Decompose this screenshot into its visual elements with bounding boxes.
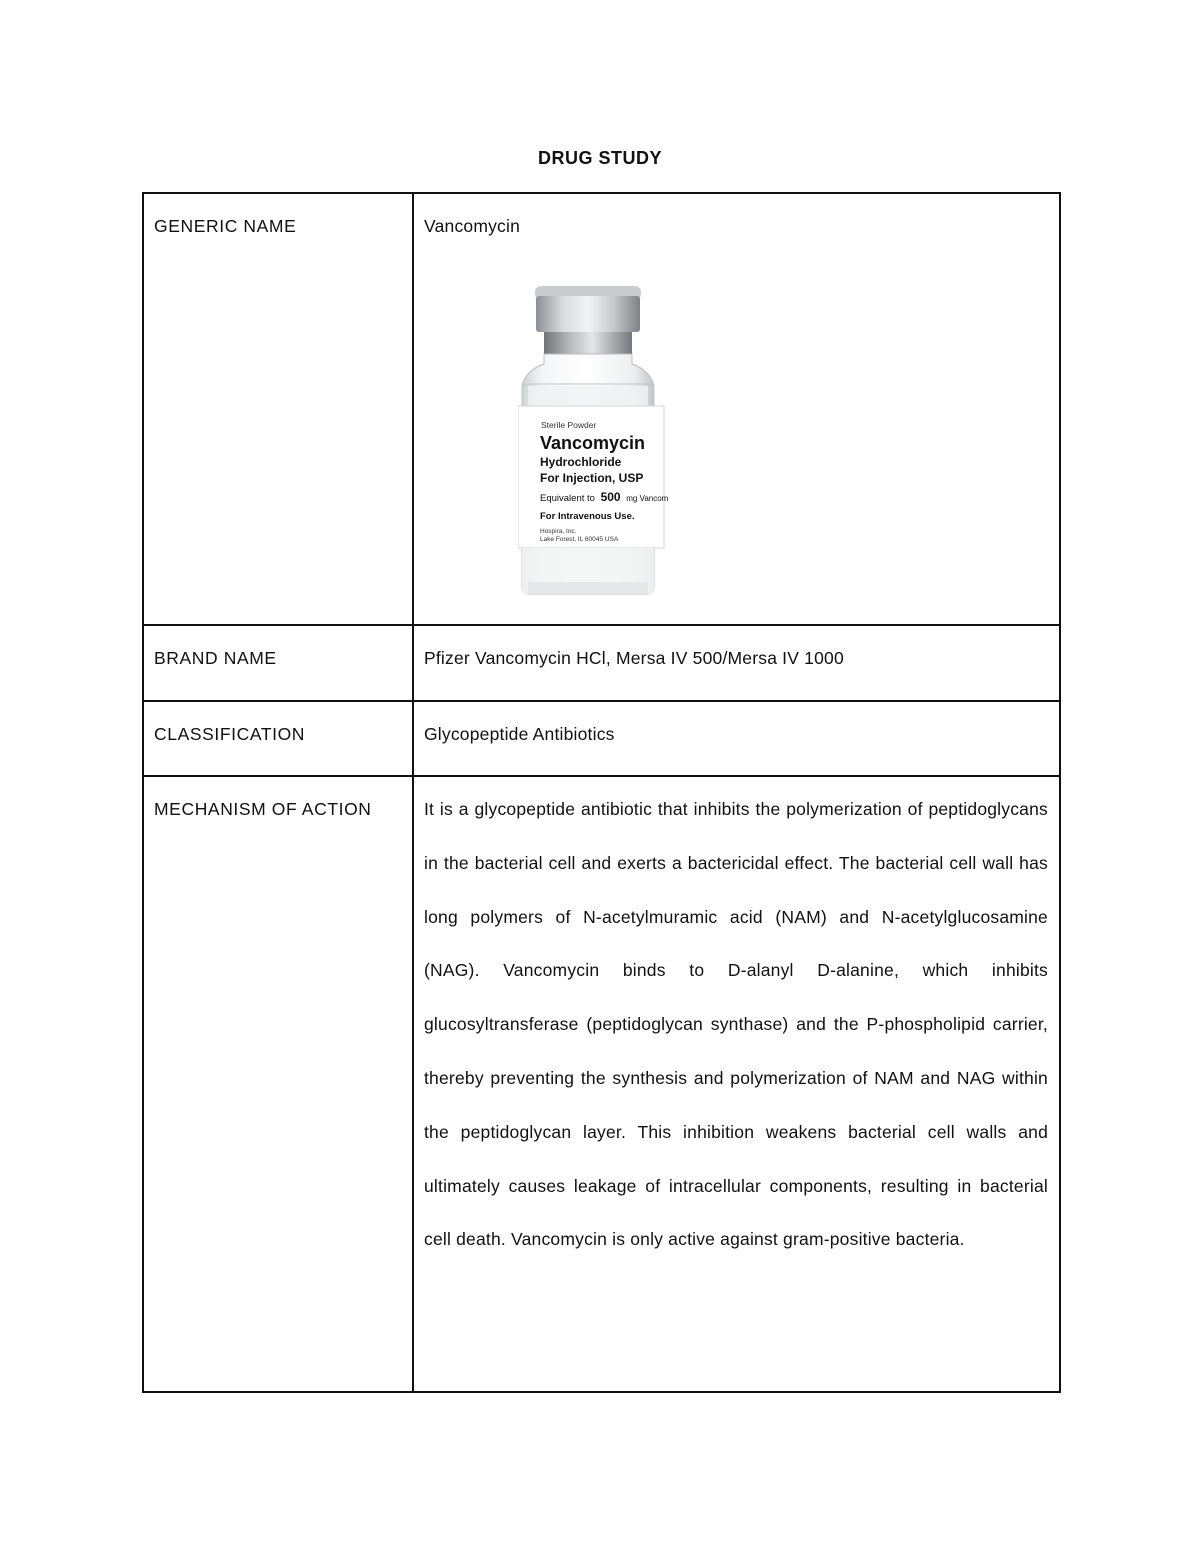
table-row — [143, 776, 1060, 1392]
vancomycin-vial-image — [518, 282, 668, 602]
mechanism-text: It is a glycopeptide antibiotic that inhibits the polymerization of peptidoglycans in the bacterial cell and exerts a bactericidal effect. The bacterial cell wall has long polymers of N-acetylmuramic acid (NAM) and N-acetylglucosamine (NAG). Vancomycin binds to D-alanyl D-alanine, which inhibits glucosyltransferase (peptidoglycan synthase) and the P-phospholipid carrier, thereby preventing the synthesis and polymerization of NAM and NAG within the peptidoglycan layer. This inhibition weakens bacterial cell walls and ultimately causes leakage of intracellular components, resulting in bacterial cell death. Vancomycin is only active against gram-positive bacteria. — [424, 799, 1048, 1250]
brand-name-value: Pfizer Vancomycin HCl, Mersa IV 500/Mersa IV 1000 — [413, 625, 1060, 701]
row-label: GENERIC NAME — [143, 193, 413, 625]
classification-value: Glycopeptide Antibiotics — [413, 701, 1060, 776]
vial-neck — [544, 332, 632, 354]
vial-shoulder — [522, 354, 654, 386]
vial-label-line: Vancomycin — [540, 433, 646, 453]
vial-label-line: For Intravenous Use. — [540, 511, 635, 522]
document-title: DRUG STUDY — [537, 148, 662, 168]
row-label: BRAND NAME — [143, 625, 413, 701]
vial-label-line: mg Vancom — [626, 494, 668, 503]
vial-label-line: 500 — [600, 490, 621, 504]
vial-label-line: Hydrochloride — [540, 455, 622, 469]
generic-name-value: Vancomycin — [424, 216, 521, 236]
vial-cap — [536, 296, 640, 332]
row-label: CLASSIFICATION — [143, 701, 413, 776]
table-row — [143, 625, 1060, 701]
vial-label-line: Sterile Powder — [541, 420, 597, 430]
vial-label-line: Hospira, Inc. — [540, 528, 577, 535]
vial-label-line: Lake Forest, IL 60045 USA — [540, 536, 619, 543]
vial-label-line: Equivalent to — [540, 493, 595, 504]
mechanism-cell — [413, 776, 1060, 1392]
row-label: MECHANISM OF ACTION — [143, 776, 413, 1392]
row-value — [413, 193, 1060, 625]
vial-label-line: For Injection, USP — [540, 471, 644, 485]
table-row — [143, 701, 1060, 776]
